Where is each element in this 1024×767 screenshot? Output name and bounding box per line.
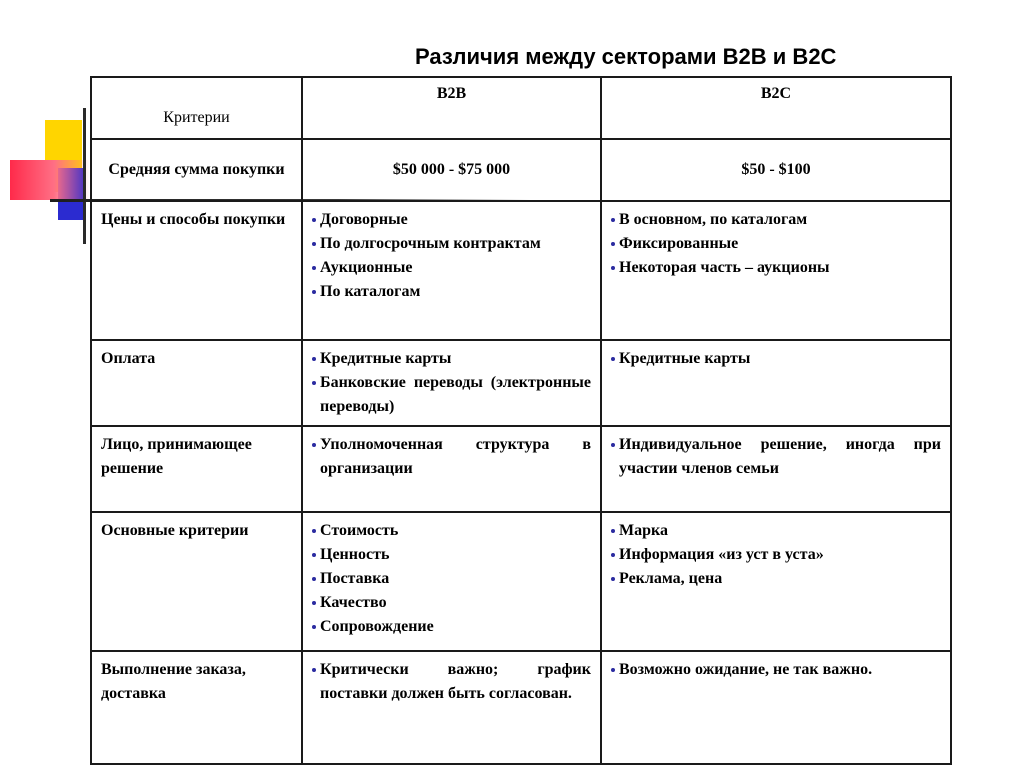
list-item: Поставка <box>312 567 591 591</box>
b2c-cell <box>601 426 951 512</box>
list-item: В основном, по каталогам <box>611 208 941 232</box>
table-row <box>91 340 951 426</box>
list-item: Кредитные карты <box>611 347 941 371</box>
list-item: Критически важно; график поставки должен быть согласован. <box>312 658 591 706</box>
decor-vertical-line <box>83 108 86 244</box>
table-header-row <box>91 77 951 139</box>
b2b-list <box>312 519 591 639</box>
row-label: Цены и способы покупки <box>91 201 302 340</box>
b2b-cell <box>302 340 601 426</box>
b2c-cell <box>601 201 951 340</box>
table-row <box>91 139 951 201</box>
list-item: Информация «из уст в уста» <box>611 543 941 567</box>
b2c-cell <box>601 512 951 651</box>
header-b2c: B2C <box>601 77 951 139</box>
header-criteria: Критерии <box>91 77 302 139</box>
b2c-list <box>611 658 941 682</box>
table-row <box>91 512 951 651</box>
b2c-cell: $50 - $100 <box>601 139 951 201</box>
list-item: Стоимость <box>312 519 591 543</box>
list-item: Банковские переводы (электронные переводы) <box>312 371 591 419</box>
list-item: Аукционные <box>312 256 591 280</box>
b2c-list <box>611 208 941 280</box>
b2b-cell <box>302 426 601 512</box>
b2c-list <box>611 519 941 591</box>
table-row <box>91 426 951 512</box>
list-item: Качество <box>312 591 591 615</box>
list-item: Реклама, цена <box>611 567 941 591</box>
b2b-list <box>312 208 591 304</box>
list-item: Договорные <box>312 208 591 232</box>
list-item: Марка <box>611 519 941 543</box>
list-item: По каталогам <box>312 280 591 304</box>
table-row <box>91 201 951 340</box>
list-item: Фиксированные <box>611 232 941 256</box>
b2b-cell <box>302 201 601 340</box>
b2c-list <box>611 433 941 481</box>
list-item: Ценность <box>312 543 591 567</box>
b2b-list <box>312 433 591 481</box>
list-item: Сопровождение <box>312 615 591 639</box>
list-item: Возможно ожидание, не так важно. <box>611 658 941 682</box>
b2c-cell <box>601 340 951 426</box>
list-item: Кредитные карты <box>312 347 591 371</box>
page-title: Различия между секторами B2B и B2C <box>415 44 837 69</box>
row-label: Оплата <box>91 340 302 426</box>
list-item: Уполномоченная структура в организации <box>312 433 591 481</box>
decor-red-gradient <box>10 160 90 200</box>
b2b-cell <box>302 512 601 651</box>
row-label: Средняя сумма покупки <box>91 139 302 201</box>
b2c-cell <box>601 651 951 764</box>
b2b-list <box>312 658 591 706</box>
header-b2b: B2B <box>302 77 601 139</box>
list-item: Индивидуальное решение, иногда при участии членов семьи <box>611 433 941 481</box>
table-row <box>91 651 951 764</box>
row-label: Лицо, принимающее решение <box>91 426 302 512</box>
row-label: Выполнение заказа, доставка <box>91 651 302 764</box>
comparison-table <box>90 76 952 765</box>
b2b-cell <box>302 651 601 764</box>
b2c-list <box>611 347 941 371</box>
list-item: Некоторая часть – аукционы <box>611 256 941 280</box>
list-item: По долгосрочным контрактам <box>312 232 591 256</box>
b2b-cell: $50 000 - $75 000 <box>302 139 601 201</box>
row-label: Основные критерии <box>91 512 302 651</box>
b2b-list <box>312 347 591 419</box>
